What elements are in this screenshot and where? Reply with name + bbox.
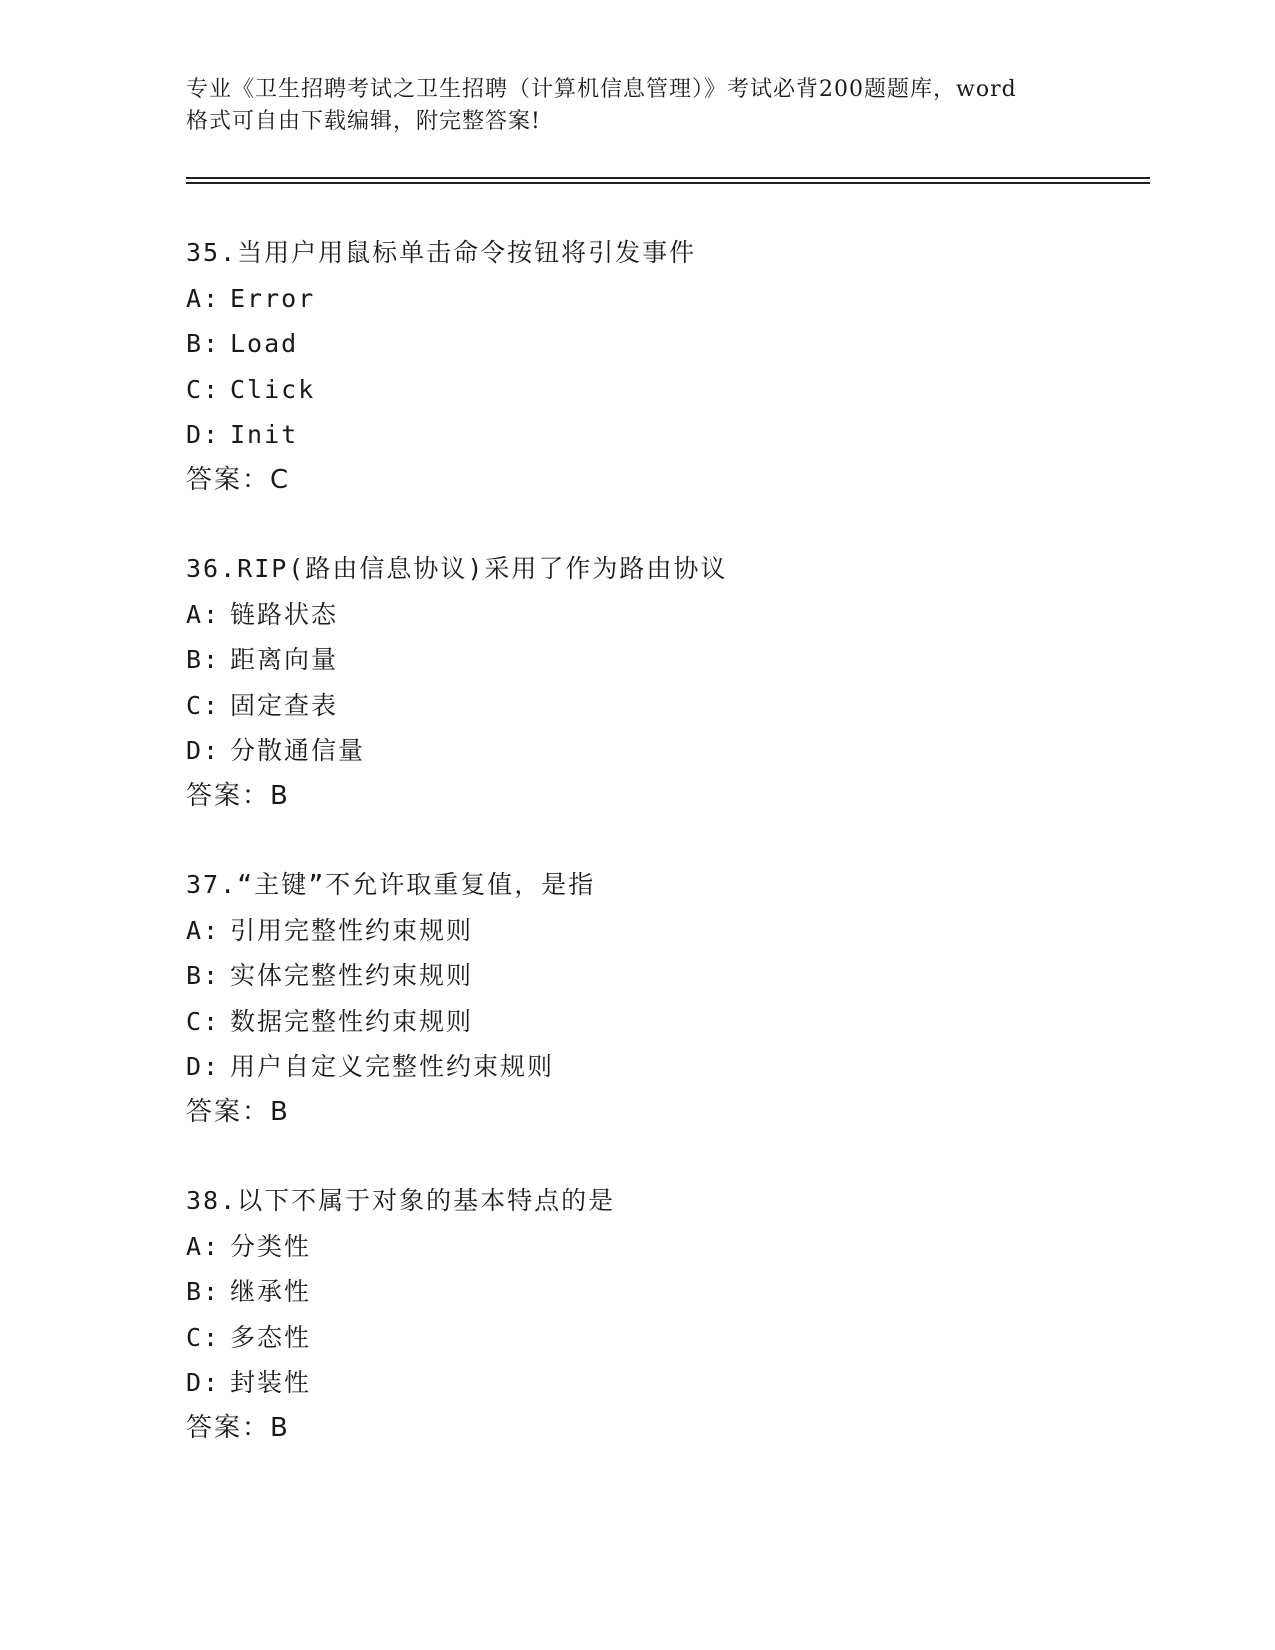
question-37 (186, 862, 1146, 1135)
option-a (186, 1224, 1146, 1270)
option-text: 距离向量 (230, 645, 339, 674)
option-c (186, 1315, 1146, 1361)
option-letter: A: (186, 283, 221, 313)
header-line-1: 专业《卫生招聘考试之卫生招聘（计算机信息管理）》考试必背200题题库，word (186, 77, 1017, 102)
option-letter: B: (186, 329, 221, 358)
option-text: 实体完整性约束规则 (230, 961, 474, 990)
option-letter: A: (186, 915, 221, 945)
option-c (186, 367, 1146, 413)
option-d (186, 1044, 1146, 1090)
option-text: 链路状态 (230, 599, 339, 629)
option-letter: A: (186, 599, 221, 629)
option-letter: D: (186, 420, 221, 449)
question-38 (186, 1178, 1146, 1451)
option-letter: D: (186, 1052, 221, 1081)
option-d (186, 412, 1146, 458)
answer-line: 答案：C (186, 464, 291, 495)
option-letter: D: (186, 736, 221, 765)
option-text: Click (230, 374, 316, 404)
option-letter: C: (186, 1006, 221, 1036)
document-header (186, 74, 1086, 138)
option-b (186, 953, 1146, 999)
option-text: 用户自定义完整性约束规则 (230, 1052, 555, 1081)
option-a (186, 276, 1146, 322)
option-letter: C: (186, 690, 221, 720)
option-text: 分类性 (230, 1231, 312, 1261)
question-title: 36.RIP(路由信息协议)采用了作为路由协议 (186, 554, 728, 583)
answer-line: 答案：B (186, 1096, 290, 1127)
header-line-2: 格式可自由下载编辑，附完整答案! (186, 109, 541, 134)
header-divider-top (186, 177, 1150, 179)
option-a (186, 592, 1146, 638)
option-d (186, 1360, 1146, 1406)
option-text: 引用完整性约束规则 (230, 915, 474, 945)
option-text: 数据完整性约束规则 (230, 1006, 474, 1036)
option-text: Error (230, 283, 316, 313)
option-d (186, 728, 1146, 774)
option-letter: D: (186, 1368, 221, 1397)
option-text: Init (230, 420, 299, 449)
option-a (186, 908, 1146, 954)
option-text: 继承性 (230, 1277, 312, 1306)
option-text: 多态性 (230, 1322, 312, 1352)
option-text: 固定查表 (230, 690, 339, 720)
option-b (186, 1269, 1146, 1315)
option-c (186, 683, 1146, 729)
option-letter: B: (186, 961, 221, 990)
question-35 (186, 230, 1146, 503)
option-letter: B: (186, 1277, 221, 1306)
question-title: 38.以下不属于对象的基本特点的是 (186, 1186, 616, 1215)
option-text: 封装性 (230, 1368, 312, 1397)
header-divider-bottom (186, 182, 1150, 184)
option-text: Load (230, 329, 299, 358)
option-letter: C: (186, 1322, 221, 1352)
answer-line: 答案：B (186, 780, 290, 811)
option-c (186, 999, 1146, 1045)
option-letter: A: (186, 1231, 221, 1261)
question-title: 37.“主键”不允许取重复值，是指 (186, 870, 596, 899)
option-letter: B: (186, 645, 221, 674)
question-36 (186, 546, 1146, 819)
option-letter: C: (186, 374, 221, 404)
option-b (186, 637, 1146, 683)
option-text: 分散通信量 (230, 736, 366, 765)
answer-line: 答案：B (186, 1412, 290, 1443)
option-b (186, 321, 1146, 367)
question-title: 35.当用户用鼠标单击命令按钮将引发事件 (186, 238, 697, 267)
